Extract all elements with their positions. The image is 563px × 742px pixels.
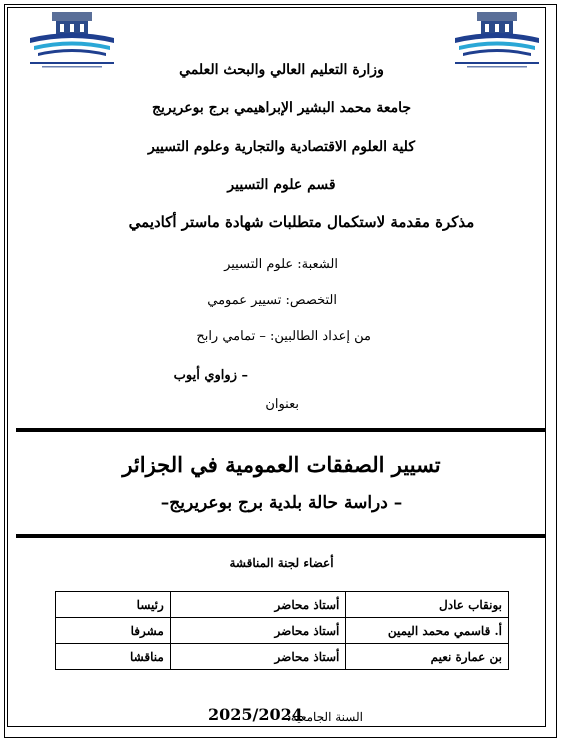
branch-line: الشعبة: علوم التسيير — [224, 257, 338, 272]
title-label: بعنوان — [265, 397, 299, 412]
table-row — [56, 592, 509, 618]
department-line: قسم علوم التسيير — [227, 177, 336, 193]
title-bottom-rule — [16, 534, 546, 538]
jury-role: مناقشا — [56, 644, 171, 670]
memo-line: مذكرة مقدمة لاستكمال متطلبات شهادة ماستر أكاديمي — [128, 213, 475, 231]
title-top-rule — [16, 428, 546, 432]
table-row — [56, 618, 509, 644]
jury-role: مشرفا — [56, 618, 171, 644]
jury-table — [55, 591, 509, 670]
academic-year-label: السنة الجامعية: — [286, 710, 363, 724]
table-row — [56, 644, 509, 670]
faculty-line: كلية العلوم الاقتصادية والتجارية وعلوم التسيير — [148, 139, 415, 155]
jury-name: بن عمارة نعيم — [346, 644, 509, 670]
university-line: جامعة محمد البشير الإبراهيمي برج بوعريريج — [151, 100, 412, 116]
jury-rank: أستاذ محاضر — [170, 592, 346, 618]
thesis-subtitle: – دراسة حالة بلدية برج بوعريريج– — [160, 493, 403, 513]
jury-rank: أستاذ محاضر — [170, 644, 346, 670]
thesis-title: تسيير الصفقات العمومية في الجزائر — [122, 452, 441, 477]
jury-role: رئيسا — [56, 592, 171, 618]
jury-heading: أعضاء لجنة المناقشة — [229, 556, 334, 570]
academic-year-value: 2025/2024 — [208, 705, 303, 724]
students-line: من إعداد الطالبين: – تمامي رابح — [196, 329, 371, 344]
ministry-line: وزارة التعليم العالي والبحث العلمي — [179, 62, 384, 78]
jury-name: أ. قاسمي محمد اليمين — [346, 618, 509, 644]
jury-rank: أستاذ محاضر — [170, 618, 346, 644]
student2-line: – زواوي أيوب — [173, 368, 248, 383]
jury-name: بونقاب عادل — [346, 592, 509, 618]
specialty-line: التخصص: تسيير عمومي — [207, 293, 337, 308]
